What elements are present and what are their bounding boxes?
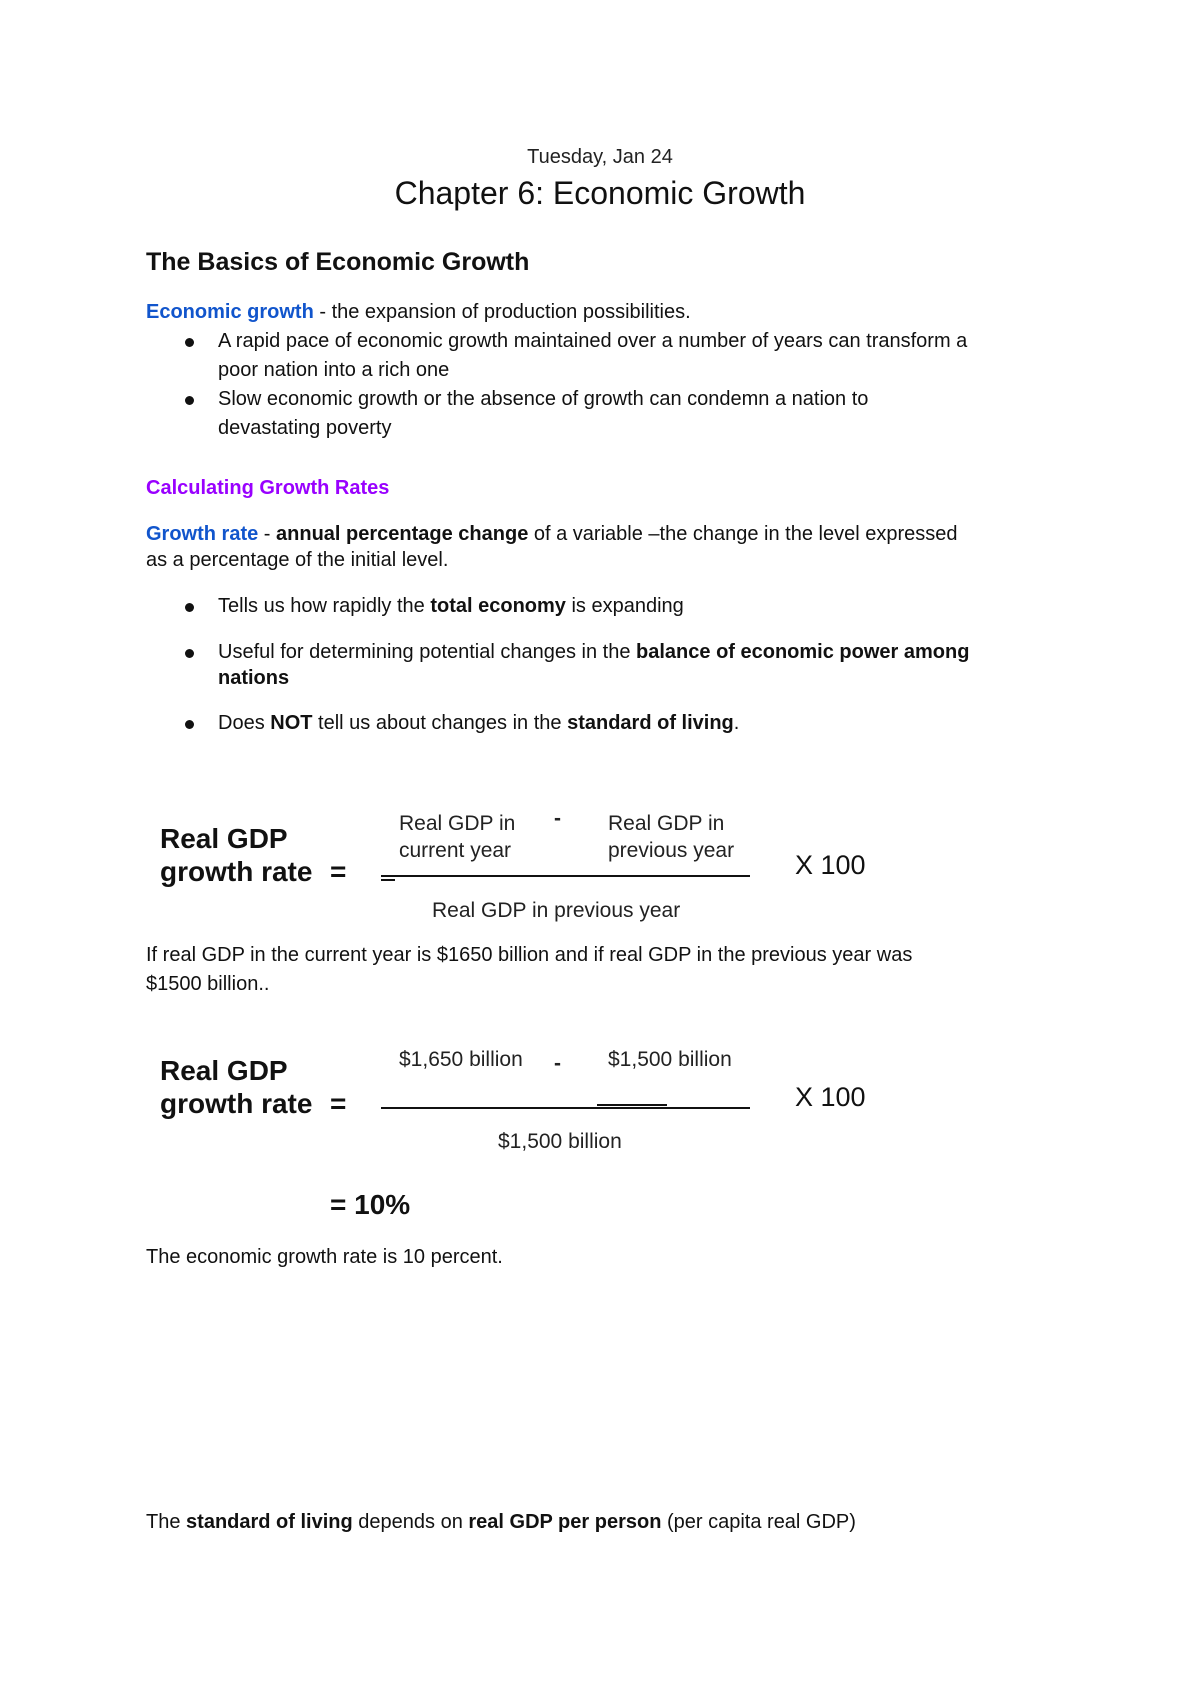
text-run: The bbox=[146, 1511, 187, 1533]
annual-percentage-change: annual percentage change bbox=[276, 523, 529, 545]
formula1-fraction-bar bbox=[381, 875, 750, 877]
formula1-numerator-right-line-1: Real GDP in bbox=[608, 812, 725, 835]
formula1-times-100: X 100 bbox=[795, 850, 866, 880]
bold-standard-of-living: standard of living bbox=[567, 712, 734, 734]
bold-standard-of-living: standard of living bbox=[186, 1511, 353, 1533]
bullet-icon bbox=[185, 649, 194, 658]
formula2-fraction-bar bbox=[381, 1107, 750, 1109]
formula2-times-100: X 100 bbox=[795, 1082, 866, 1112]
example-line-1: If real GDP in the current year is $1650 billion and if real GDP in the previous year was bbox=[146, 944, 913, 966]
chapter-title: Chapter 6: Economic Growth bbox=[394, 175, 806, 211]
formula1-underscore-mark bbox=[381, 879, 395, 881]
formula2-minus-sign: - bbox=[554, 1052, 561, 1075]
formula1-label-line-2: growth rate bbox=[160, 856, 313, 887]
bullet-text: Does bbox=[218, 712, 271, 734]
bullet-text: tell us about changes in the bbox=[312, 712, 568, 734]
text-run: (per capita real GDP) bbox=[661, 1511, 856, 1533]
formula2-overlap-mark bbox=[597, 1104, 667, 1106]
basics-bullet-2-line-1: Slow economic growth or the absence of growth can condemn a nation to bbox=[218, 388, 869, 410]
basics-bullet-2-line-2: devastating poverty bbox=[218, 417, 392, 439]
bullet-icon bbox=[185, 603, 194, 612]
formula2-label-line-1: Real GDP bbox=[160, 1055, 288, 1086]
text-run: depends on bbox=[352, 1511, 469, 1533]
bold-total-economy: total economy bbox=[430, 595, 566, 617]
formula1-equals: = bbox=[330, 856, 347, 887]
bullet-text: is expanding bbox=[565, 595, 684, 617]
formula1-numerator-right-line-2: previous year bbox=[608, 839, 735, 862]
growth-bullet-3 bbox=[218, 709, 739, 738]
bullet-text: Tells us how rapidly the bbox=[218, 595, 431, 617]
bold-balance-of-power: balance of economic power among bbox=[636, 641, 970, 663]
formula2-numerator-right: $1,500 billion bbox=[608, 1048, 732, 1071]
term-economic-growth: Economic growth bbox=[146, 301, 314, 323]
definition-rest: of a variable –the change in the level expressed bbox=[528, 523, 958, 545]
basics-bullet-1-line-1: A rapid pace of economic growth maintained over a number of years can transform a bbox=[218, 330, 968, 352]
date-line: Tuesday, Jan 24 bbox=[527, 146, 673, 168]
growth-rate-definition-line-2: as a percentage of the initial level. bbox=[146, 549, 449, 571]
basics-bullet-1-line-2: poor nation into a rich one bbox=[218, 359, 450, 381]
formula1-numerator-left-line-1: Real GDP in bbox=[399, 812, 516, 835]
bullet-icon bbox=[185, 338, 194, 347]
formula1-numerator-left-line-2: current year bbox=[399, 839, 512, 862]
formula2-equals: = bbox=[330, 1088, 347, 1119]
bullet-text: . bbox=[733, 712, 740, 734]
bold-real-gdp-per-person: real GDP per person bbox=[468, 1511, 662, 1533]
growth-bullet-2-line-1 bbox=[218, 638, 969, 667]
economic-growth-definition bbox=[146, 298, 691, 327]
section-heading-growth-rates: Calculating Growth Rates bbox=[146, 477, 390, 499]
bullet-icon bbox=[185, 720, 194, 729]
formula1-minus-sign: - bbox=[554, 807, 561, 830]
standard-of-living-text bbox=[146, 1508, 856, 1537]
formula2-label-line-2: growth rate bbox=[160, 1088, 313, 1119]
formula2-result: = 10% bbox=[330, 1189, 411, 1220]
formula2-denominator: $1,500 billion bbox=[498, 1130, 622, 1153]
example-line-2: $1500 billion.. bbox=[146, 973, 270, 995]
formula1-label-line-1: Real GDP bbox=[160, 823, 288, 854]
definition-text: - the expansion of production possibilities. bbox=[313, 301, 691, 323]
growth-bullet-1 bbox=[218, 592, 684, 621]
formula1-denominator: Real GDP in previous year bbox=[432, 899, 681, 922]
section-heading-basics: The Basics of Economic Growth bbox=[146, 248, 530, 276]
bullet-text: Useful for determining potential changes in the bbox=[218, 641, 637, 663]
formula2-numerator-left: $1,650 billion bbox=[399, 1048, 523, 1071]
term-growth-rate: Growth rate bbox=[146, 523, 259, 545]
bullet-icon bbox=[185, 396, 194, 405]
growth-rate-definition-line-1 bbox=[146, 520, 958, 549]
conclusion-text: The economic growth rate is 10 percent. bbox=[146, 1246, 503, 1268]
dash-text: - bbox=[258, 523, 277, 545]
growth-bullet-2-line-2: nations bbox=[218, 667, 290, 689]
bold-not: NOT bbox=[270, 712, 313, 734]
